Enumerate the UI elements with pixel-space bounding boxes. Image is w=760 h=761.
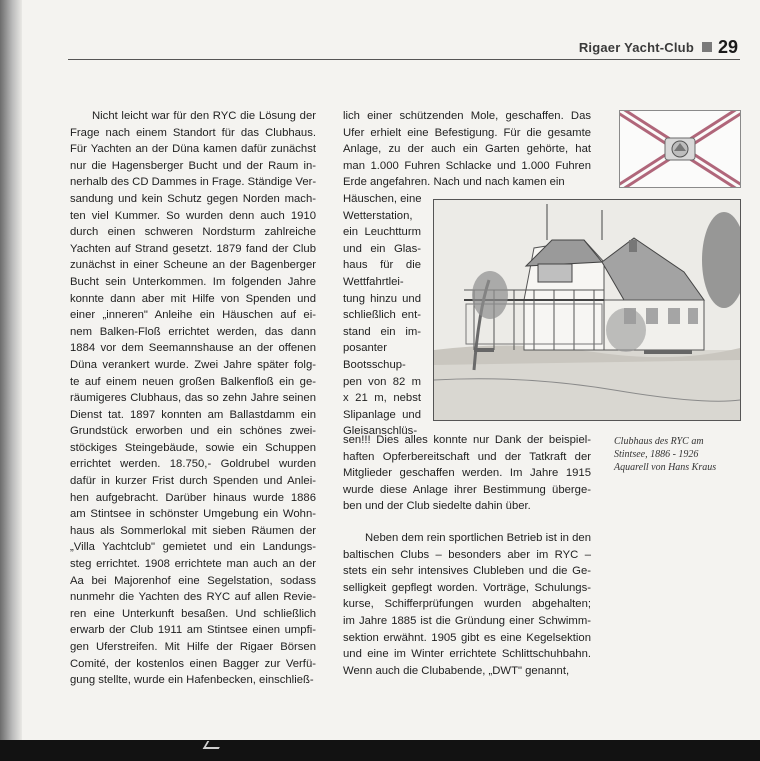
text-line: Für Yachten an der Düna kamen dafür zunächst	[70, 143, 316, 156]
text-line: im Jahre 1885 ist die Gründung einer Schwimm-	[343, 614, 591, 627]
text-line: Erde angefahren. Nach und nach kamen ein	[343, 176, 565, 189]
caption-line: Clubhaus des RYC am	[614, 436, 704, 447]
text-line: steg errichtet. 1908 errichtete man auch an der	[70, 558, 316, 571]
text-line: Mitglieder geschaffen werden. Im Jahre 1915	[343, 467, 591, 480]
scan-mark	[203, 741, 224, 749]
text-line: Gleisanschlüs-	[343, 425, 418, 438]
text-line: nerhalb des CD Dammes in Frage. Ständige Ver-	[70, 176, 317, 189]
text-line: Ufer erhielt eine Befestigung. Für die gesamte	[343, 126, 591, 139]
text-line: „Villa Yachtclub" gemietet und ein Landungs-	[70, 541, 316, 554]
header-square-icon	[702, 42, 712, 52]
text-line: hen aufgebracht. Darüber hinaus wurde 1886	[70, 491, 316, 504]
text-line: Frage nach einem Standort für das Clubhaus.	[70, 126, 316, 139]
text-line: posanter	[343, 342, 387, 355]
text-line: lich einer schützenden Mole, geschaffen. Das	[343, 110, 591, 122]
text-line: am Stintsee in schönster Umgebung ein Wohn-	[70, 508, 316, 521]
text-line: nem Balken-Floß errichtet werden, das dann	[70, 325, 316, 338]
text-line: pen von 82 m	[343, 375, 421, 388]
text-line: te auf einem neuen großen Balkenfloß ein ge-	[70, 375, 316, 388]
text-line: und eine im Winter errichtete Schlittschuhbahn.	[343, 648, 591, 661]
text-line: nur die Hagensberger Bucht und der Raum in-	[70, 159, 316, 172]
text-line: stand ein im-	[343, 325, 421, 338]
text-line: x 21 m, nebst	[343, 392, 421, 405]
text-line: räumigeres Clubhaus, das so zehn Jahre seinen	[70, 392, 316, 405]
page-number: 29	[717, 36, 738, 57]
text-line: baltischen Clubs – besonders aber im RYC –	[343, 548, 591, 561]
text-line: gung stellte, wurde ein Hafenbecken, einschließ-	[70, 674, 314, 687]
text-line: Wettfahrtlei-	[343, 275, 404, 288]
text-line: ein Leuchtturm	[343, 226, 421, 239]
text-line: Bucht sein Unterkommen. Im folgenden Jahre	[70, 275, 316, 288]
text-line: zunächst in einer Scheune an der Bagenberger	[70, 259, 316, 272]
text-line: Neben dem rein sportlichen Betrieb ist in den	[365, 532, 591, 544]
running-header	[579, 36, 738, 58]
club-flag-image	[619, 110, 741, 188]
text-line: Anlage, zu der auch ein Garten gehörte, hat	[343, 143, 591, 156]
text-line: sektion erwähnt. 1905 gibt es eine Kegelsektion	[343, 631, 591, 644]
text-line: Comité, der kostenlos einen Bagger zur Verfü-	[70, 657, 316, 670]
text-line: Grundstück erworben und ein schönes zwei-	[70, 425, 316, 438]
text-line: Aa bei Majorenhof eine Segelstation, sodass	[70, 574, 316, 587]
caption-line: Aquarell von Hans Kraus	[614, 462, 717, 473]
text-line: erwarb der Club 1911 am Stintsee einen umpfi-	[70, 624, 316, 637]
text-line: Nicht leicht war für den RYC die Lösung der	[92, 110, 316, 122]
text-line: konnte dann aber mit Hilfe von Spenden und	[70, 292, 316, 305]
text-line: sandung und kein Schutz gegen Norden mach-	[70, 192, 316, 205]
text-line: haus für die	[343, 259, 421, 272]
header-rule	[68, 59, 740, 60]
right-column-top	[343, 108, 591, 191]
text-line: ten viel Kummer. So wurden denn auch 1910	[70, 209, 316, 222]
text-line: einer „inneren" Anleihe ein Häuschen auf ei-	[70, 309, 316, 322]
text-line: durch einen schweren Nordsturm zahlreiche	[70, 226, 316, 239]
right-column-bottom	[343, 432, 591, 515]
text-line: man 1.000 Fuhren Schlacke und 1.000 Fuhren	[343, 159, 591, 172]
text-line: nunmehr die Yachten des RYC auf allen Revie-	[70, 591, 316, 604]
clubhouse-watercolor	[434, 200, 740, 420]
text-line: wurde diese Anlage ihrer Bestimmung überge-	[343, 483, 591, 496]
text-line: Bootsschup-	[343, 358, 406, 371]
text-line: errichtet werden. 18.750,- Goldrubel wurden	[70, 458, 316, 471]
book-spine-shadow	[0, 0, 22, 740]
painting-caption	[614, 435, 744, 474]
text-line: ren eine Unterkunft besaßen. Und schließlich	[70, 607, 316, 620]
scan-bottom-edge	[0, 740, 760, 761]
right-column-wrap	[343, 191, 421, 440]
text-line: sen!!! Dies alles konnte nur Dank der beispiel-	[343, 434, 591, 446]
text-line: Wetterstation,	[343, 209, 413, 222]
left-column	[70, 108, 316, 689]
text-line: haften Opferbereitschaft und der Tatkraft der	[343, 450, 591, 463]
text-line: Düna verankert wurde. Zwei Jahre später folg-	[70, 358, 316, 371]
text-line: Dienst tat. 1897 konnten am Ballastdamm ein	[70, 408, 316, 421]
text-line: 1884 vor dem Seemannshause an der offenen	[70, 342, 316, 355]
text-line: Slipanlage und	[343, 408, 421, 421]
text-line: und ein Glas-	[343, 242, 421, 255]
text-line: Yachten auf Strand gesetzt. 1879 fand der Club	[70, 242, 316, 255]
text-line: selligkeit gepflegt worden. Vorträge, Schulungs-	[343, 581, 591, 594]
caption-line: Stintsee, 1886 - 1926	[614, 449, 699, 460]
text-line: schließlich ent-	[343, 309, 421, 322]
text-line: stöckiges Steingebäude, sowie ein Schuppen	[70, 441, 316, 454]
text-line: Häuschen, eine	[343, 193, 422, 205]
clubhouse-painting	[433, 199, 741, 421]
text-line: tung hinzu und	[343, 292, 421, 305]
text-line: kurse, Schifferprüfungen wurden abgehalten;	[343, 598, 591, 611]
text-line: gen Uferstreifen. Mit Hilfe der Rigaer Börsen	[70, 641, 316, 653]
text-line: haus als Sommerlokal mit sieben Räumen der	[70, 524, 316, 537]
right-column-paragraph-2	[343, 530, 591, 679]
text-line: Wenn auch die Clubabende, „DWT" genannt,	[343, 664, 570, 677]
text-line: dafür in kurzer Frist durch Spenden und Anlei-	[70, 475, 316, 488]
text-line: ben und der Club siedelte dahin über.	[343, 500, 531, 513]
text-line: stets ein sehr intensives Clubleben und die Ge-	[343, 565, 591, 578]
club-flag-graphic	[620, 111, 740, 187]
running-header-title: Rigaer Yacht-Club	[578, 39, 694, 55]
